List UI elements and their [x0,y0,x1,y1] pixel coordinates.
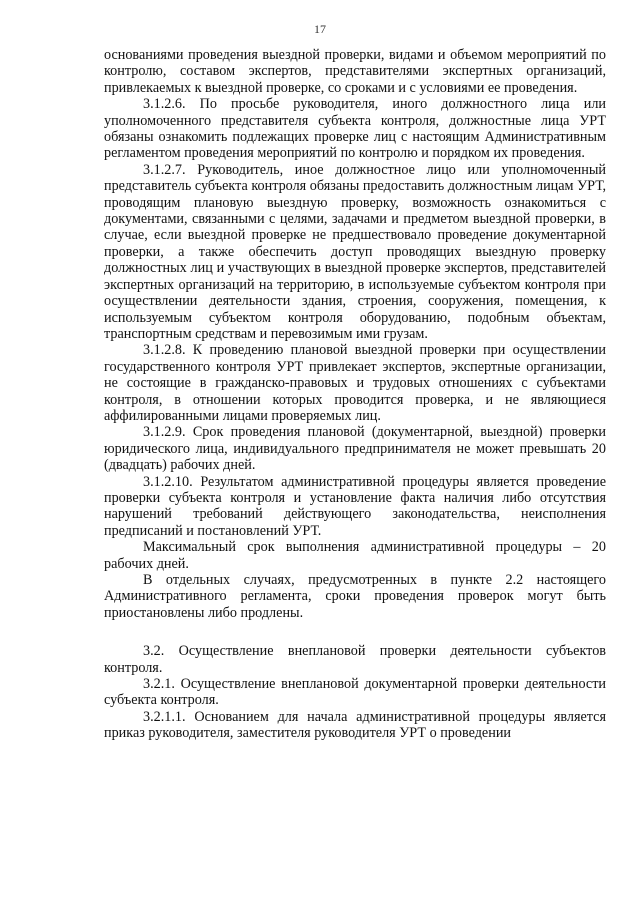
paragraph-continuation: основаниями проведения выездной проверки, видами и объемом мероприятий по контролю, составом экспертов, представителями экспертных организаций, привлекаемых к выездной проверке, со сроками и с условиями ее проведения. [104,47,606,96]
paragraph-max-term: Максимальный срок выполнения административной процедуры – 20 рабочих дней. [104,539,606,572]
section-spacer [104,621,606,643]
paragraph-3-2-1: 3.2.1. Осуществление внеплановой документарной проверки деятельности субъекта контроля. [104,676,606,709]
paragraph-3-1-2-10: 3.1.2.10. Результатом административной процедуры является проведение проверки субъекта контроля и установление факта наличия либо отсутствия нарушений требований действующего законодательства, неисполнения предписаний и постановлений УРТ. [104,473,606,539]
paragraph-3-1-2-6: 3.1.2.6. По просьбе руководителя, иного должностного лица или уполномоченного представителя субъекта контроля, должностные лица УРТ обязаны ознакомить подлежащих проверке лиц с настоящим Административным регламентом проведения мероприятий по контролю и порядком их проведения. [104,96,606,162]
section-heading-3-2: 3.2. Осуществление внеплановой проверки деятельности субъектов контроля. [104,643,606,676]
paragraph-3-1-2-7: 3.1.2.7. Руководитель, иное должностное лицо или уполномоченный представитель субъекта контроля обязаны предоставить должностным лицам УРТ, проводящим плановую выездную проверку, возможность ознакомиться с документами, связанными с целями, задачами и предметом выездной проверки, в случае, если выездной проверке не предшествовало проведение документарной проверки, а также обеспечить доступ проводящих выездную проверку должностных лиц и участвующих в выездной проверке экспертов, представителей экспертных организаций на территорию, в используемые субъектом контроля при осуществлении деятельности здания, строения, сооружения, помещения, к используемым субъектом контроля оборудованию, подобным объектам, транспортным средствам и перевозимым ими грузам. [104,161,606,342]
page-number: 17 [314,22,326,36]
document-body [104,47,606,742]
paragraph-special-cases: В отдельных случаях, предусмотренных в пункте 2.2 настоящего Административного регламента, сроки проведения проверок могут быть приостановлены либо продлены. [104,572,606,621]
paragraph-3-1-2-9: 3.1.2.9. Срок проведения плановой (документарной, выездной) проверки юридического лица, индивидуального предпринимателя не может превышать 20 (двадцать) рабочих дней. [104,424,606,474]
paragraph-3-1-2-8: 3.1.2.8. К проведению плановой выездной проверки при осуществлении государственного контроля УРТ привлекает экспертов, экспертные организации, не состоящие в гражданско-правовых и трудовых отношениях с субъектами контроля, в отношении которых проводится проверка, и не являющиеся аффилированными лицами проверяемых лиц. [104,342,606,424]
paragraph-3-2-1-1: 3.2.1.1. Основанием для начала административной процедуры является приказ руководителя, заместителя руководителя УРТ о проведении [104,708,606,742]
